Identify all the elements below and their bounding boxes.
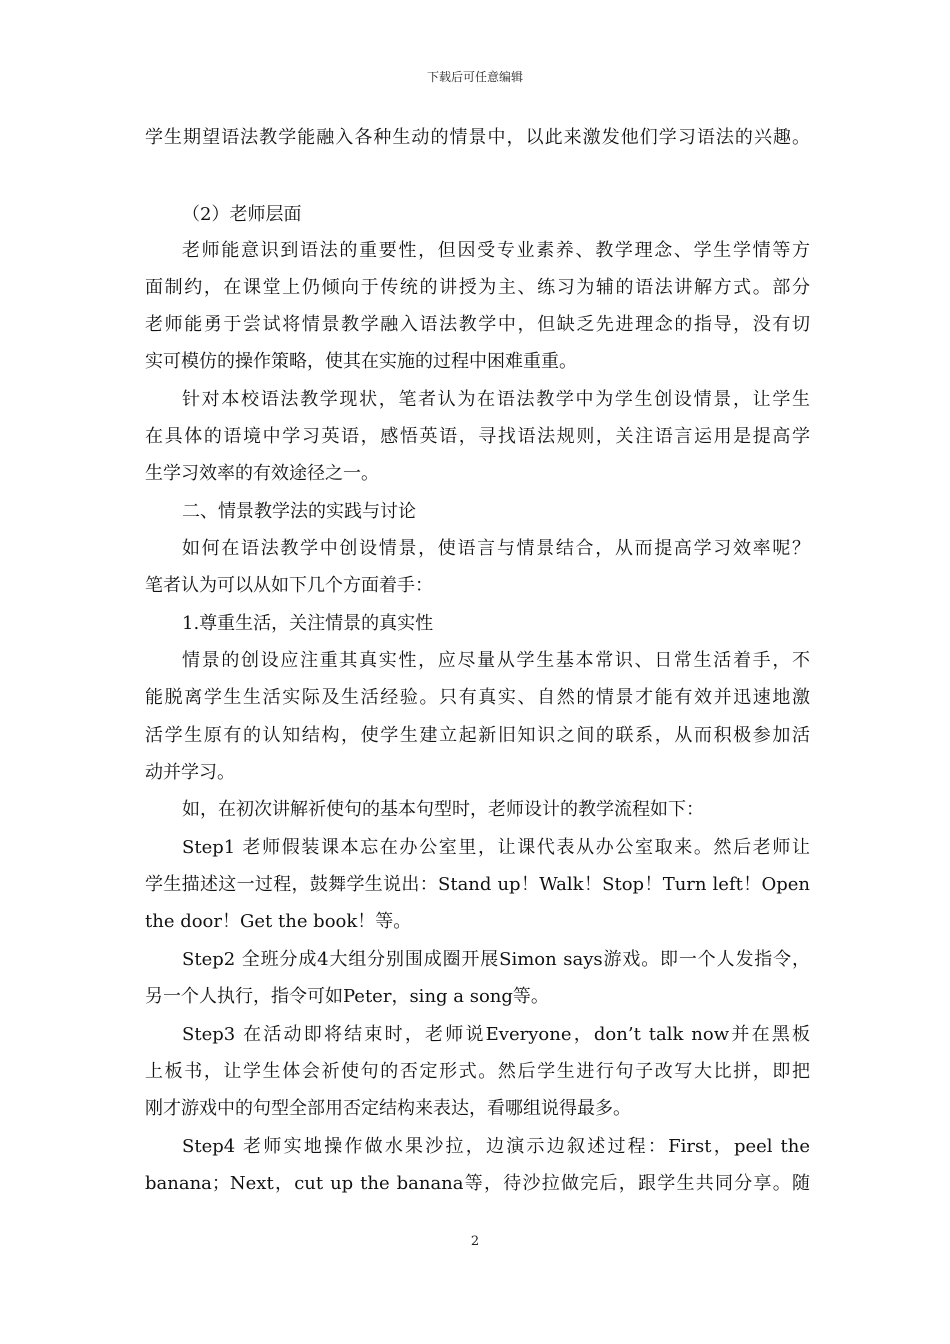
paragraph-line: 针对本校语法教学现状，笔者认为在语法教学中为学生创设情景，让学生 (182, 389, 810, 410)
paragraph-line: 在具体的语境中学习英语，感悟英语，寻找语法规则，关注语言运用是提高学 (145, 426, 810, 447)
paragraph-line: 如，在初次讲解祈使句的基本句型时，老师设计的教学流程如下： (182, 799, 704, 820)
paragraph-line: banana；Next，cut up the banana等，待沙拉做完后，跟学生共同分享。随 (145, 1173, 810, 1194)
paragraph-line: 实可模仿的操作策略，使其在实施的过程中困难重重。 (145, 351, 577, 372)
paragraph-line: 学生期望语法教学能融入各种生动的情景中，以此来激发他们学习语法的兴趣。 (145, 127, 810, 148)
paragraph-line: 笔者认为可以从如下几个方面着手： (145, 575, 433, 596)
paragraph-line: 生学习效率的有效途径之一。 (145, 463, 379, 484)
paragraph-line: Step3 在活动即将结束时，老师说Everyone，don’t talk now并在黑板 (182, 1024, 810, 1045)
section-heading: 二、情景教学法的实践与讨论 (182, 501, 416, 522)
paragraph-line: 动并学习。 (145, 762, 235, 783)
paragraph-line: 能脱离学生生活实际及生活经验。只有真实、自然的情景才能有效并迅速地激 (145, 687, 810, 708)
paragraph-line: 上板书，让学生体会祈使句的否定形式。然后学生进行句子改写大比拼，即把 (145, 1061, 810, 1082)
section-heading: （2）老师层面 (182, 204, 302, 225)
page-number: 2 (470, 1234, 480, 1249)
paragraph-line: 老师能意识到语法的重要性，但因受专业素养、教学理念、学生学情等方 (182, 240, 810, 261)
paragraph-line: 活学生原有的认知结构，使学生建立起新旧知识之间的联系，从而积极参加活 (145, 725, 810, 746)
paragraph-line: the door！Get the book！等。 (145, 911, 412, 932)
paragraph-line: 如何在语法教学中创设情景，使语言与情景结合，从而提高学习效率呢？ (182, 538, 810, 559)
paragraph-line: 情景的创设应注重其真实性，应尽量从学生基本常识、日常生活着手，不 (182, 650, 810, 671)
paragraph-line: Step4 老师实地操作做水果沙拉，边演示边叙述过程：First，peel the (182, 1136, 810, 1157)
subsection-heading: 1.尊重生活，关注情景的真实性 (182, 613, 434, 634)
paragraph-line: 另一个人执行，指令可如Peter，sing a song等。 (145, 986, 549, 1007)
paragraph-line: 面制约，在课堂上仍倾向于传统的讲授为主、练习为辅的语法讲解方式。部分 (145, 277, 810, 298)
paragraph-line: 老师能勇于尝试将情景教学融入语法教学中，但缺乏先进理念的指导，没有切 (145, 314, 810, 335)
paragraph-line: 学生描述这一过程，鼓舞学生说出：Stand up！Walk！Stop！Turn left！Open (145, 874, 810, 895)
page-header: 下载后可任意编辑 (426, 70, 523, 84)
paragraph-line: Step2 全班分成4大组分别围成圈开展Simon says游戏。即一个人发指令， (182, 949, 810, 970)
paragraph-line: Step1 老师假装课本忘在办公室里，让课代表从办公室取来。然后老师让 (182, 837, 810, 858)
paragraph-line: 刚才游戏中的句型全部用否定结构来表达，看哪组说得最多。 (145, 1098, 631, 1119)
